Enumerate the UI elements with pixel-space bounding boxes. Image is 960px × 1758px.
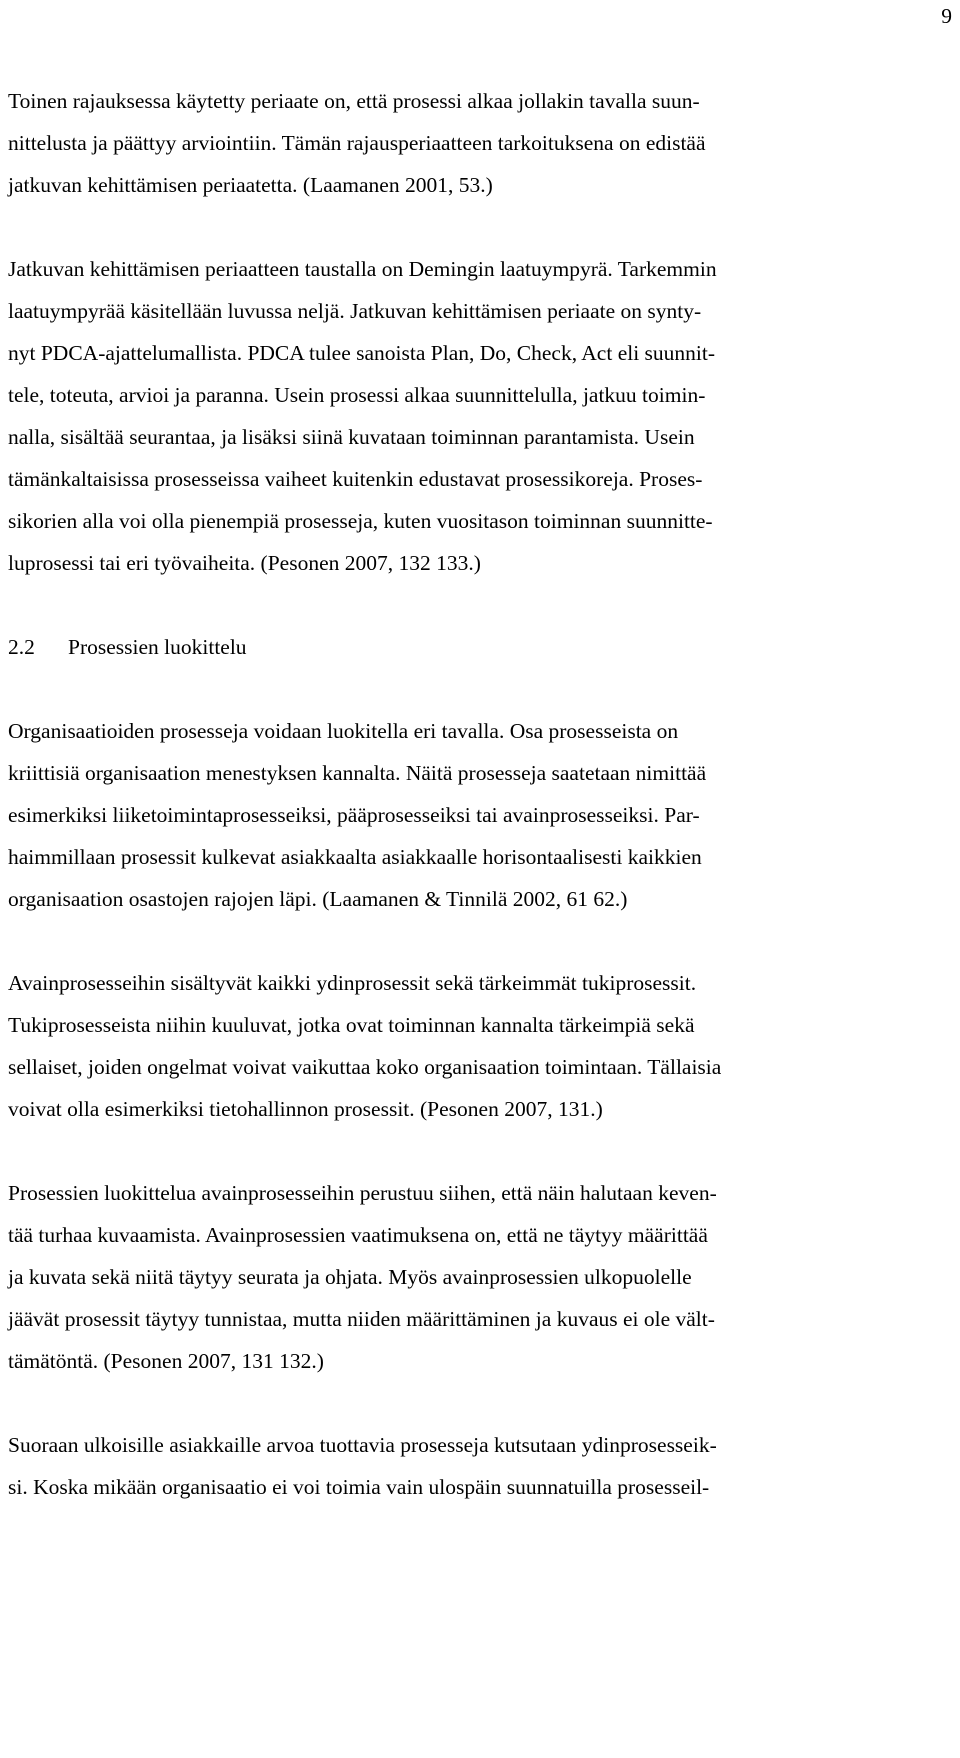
text-line: voivat olla esimerkiksi tietohallinnon prosessit. (Pesonen 2007, 131.) (8, 1097, 603, 1121)
text-line: si. Koska mikään organisaatio ei voi toimia vain ulospäin suunnatuilla prosesseil- (8, 1475, 710, 1499)
text-line: laatuympyrää käsitellään luvussa neljä. Jatkuvan kehittämisen periaate on synty- (8, 299, 702, 323)
paragraph (8, 710, 948, 920)
section-title: Prosessien luokittelu (68, 635, 247, 659)
document-body (8, 80, 948, 1508)
text-line: nalla, sisältää seurantaa, ja lisäksi siinä kuvataan toiminnan parantamista. Usein (8, 425, 695, 449)
section-heading (8, 626, 948, 668)
text-line: tämätöntä. (Pesonen 2007, 131 132.) (8, 1349, 324, 1373)
text-line: sellaiset, joiden ongelmat voivat vaikuttaa koko organisaation toimintaan. Tällaisia (8, 1055, 722, 1079)
paragraph (8, 1424, 948, 1508)
text-line: haimmillaan prosessit kulkevat asiakkaalta asiakkaalle horisontaalisesti kaikkien (8, 845, 702, 869)
text-line: kriittisiä organisaation menestyksen kannalta. Näitä prosesseja saatetaan nimittää (8, 761, 707, 785)
text-line: Jatkuvan kehittämisen periaatteen taustalla on Demingin laatuympyrä. Tarkemmin (8, 257, 717, 281)
text-line: jatkuvan kehittämisen periaatetta. (Laamanen 2001, 53.) (8, 173, 493, 197)
text-line: Tukiprosesseista niihin kuuluvat, jotka ovat toiminnan kannalta tärkeimpiä sekä (8, 1013, 695, 1037)
text-line: Prosessien luokittelua avainprosesseihin perustuu siihen, että näin halutaan keven- (8, 1181, 717, 1205)
text-line: tää turhaa kuvaamista. Avainprosessien vaatimuksena on, että ne täytyy määrittää (8, 1223, 708, 1247)
text-line: Organisaatioiden prosesseja voidaan luokitella eri tavalla. Osa prosesseista on (8, 719, 679, 743)
section-number: 2.2 (8, 635, 35, 659)
text-line: jäävät prosessit täytyy tunnistaa, mutta niiden määrittäminen ja kuvaus ei ole vält- (8, 1307, 715, 1331)
paragraph (8, 1172, 948, 1382)
paragraph (8, 80, 948, 206)
text-line: organisaation osastojen rajojen läpi. (Laamanen & Tinnilä 2002, 61 62.) (8, 887, 628, 911)
paragraph (8, 248, 948, 584)
paragraph (8, 962, 948, 1130)
text-line: tämänkaltaisissa prosesseissa vaiheet kuitenkin edustavat prosessikoreja. Proses- (8, 467, 703, 491)
text-line: luprosessi tai eri työvaiheita. (Pesonen 2007, 132 133.) (8, 551, 481, 575)
text-line: tele, toteuta, arvioi ja paranna. Usein prosessi alkaa suunnittelulla, jatkuu toimin- (8, 383, 706, 407)
text-line: Toinen rajauksessa käytetty periaate on, että prosessi alkaa jollakin tavalla suun- (8, 89, 700, 113)
text-line: ja kuvata sekä niitä täytyy seurata ja ohjata. Myös avainprosessien ulkopuolelle (8, 1265, 692, 1289)
text-line: sikorien alla voi olla pienempiä prosesseja, kuten vuositason toiminnan suunnitte- (8, 509, 713, 533)
text-line: nittelusta ja päättyy arviointiin. Tämän rajausperiaatteen tarkoituksena on edistää (8, 131, 706, 155)
text-line: esimerkiksi liiketoimintaprosesseiksi, pääprosesseiksi tai avainprosesseiksi. Par- (8, 803, 700, 827)
page-number: 9 (941, 4, 952, 28)
text-line: nyt PDCA-ajattelumallista. PDCA tulee sanoista Plan, Do, Check, Act eli suunnit- (8, 341, 716, 365)
text-line: Avainprosesseihin sisältyvät kaikki ydinprosessit sekä tärkeimmät tukiprosessit. (8, 971, 697, 995)
text-line: Suoraan ulkoisille asiakkaille arvoa tuottavia prosesseja kutsutaan ydinprosesseik- (8, 1433, 717, 1457)
